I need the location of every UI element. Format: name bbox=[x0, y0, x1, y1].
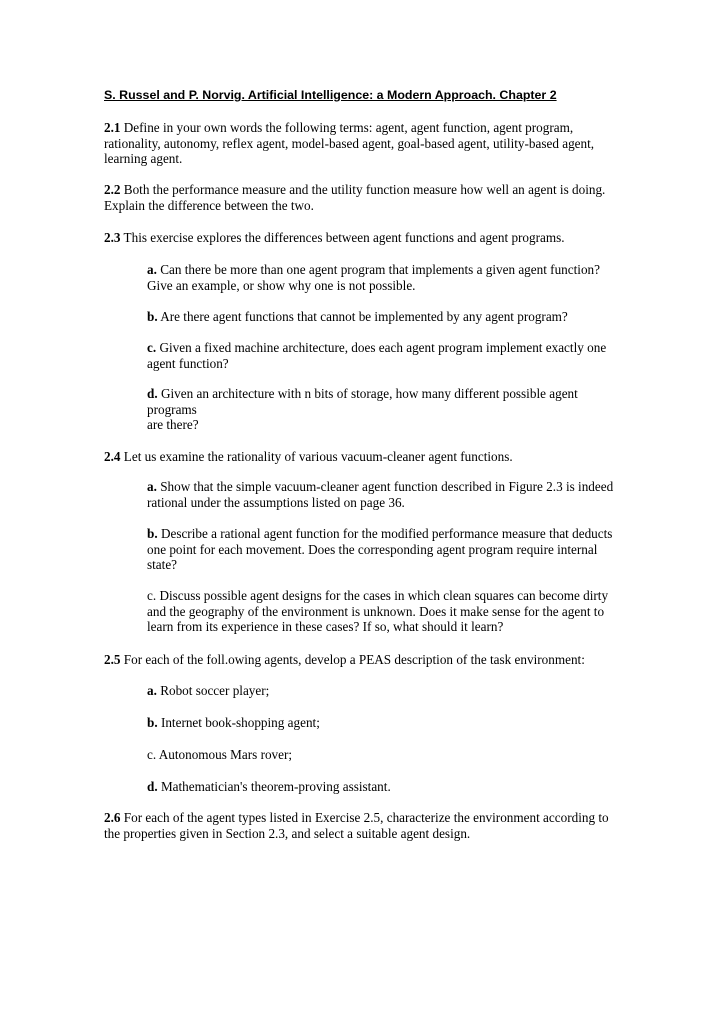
question-number: 2.1 bbox=[104, 120, 121, 135]
question-text: This exercise explores the differences between agent functions and agent programs. bbox=[123, 230, 565, 245]
sub-text-line-1: Given an architecture with n bits of storage, how many different possible agent bbox=[160, 386, 578, 401]
question-text: For each of the foll.owing agents, develop a PEAS description of the task environment: bbox=[123, 652, 585, 667]
question-text: For each of the agent types listed in Exercise 2.5, characterize the environment according to the properties given in Section 2.3, and select a suitable agent design. bbox=[104, 810, 609, 841]
question-text: Let us examine the rationality of various vacuum-cleaner agent functions. bbox=[123, 449, 513, 464]
sub-text: Describe a rational agent function for the modified performance measure that deducts one point for each movement. Does the corresponding agent program require internal state? bbox=[147, 526, 613, 573]
sub-label: c. bbox=[147, 588, 157, 603]
question-2-2 bbox=[104, 182, 614, 213]
question-number: 2.3 bbox=[104, 230, 121, 245]
question-2-4-c bbox=[147, 588, 625, 635]
question-text: Define in your own words the following terms: agent, agent function, agent program, rationality, autonomy, reflex agent, model-based agent, goal-based agent, utility-based agent, learning agent. bbox=[104, 120, 595, 167]
sub-label: d. bbox=[147, 386, 158, 401]
sub-text: Given a fixed machine architecture, does each agent program implement exactly one agent function? bbox=[147, 340, 607, 371]
sub-label: c. bbox=[147, 340, 157, 355]
question-2-4-a bbox=[147, 479, 625, 510]
sub-label: a. bbox=[147, 262, 157, 277]
question-2-5-d bbox=[147, 779, 625, 795]
question-number: 2.2 bbox=[104, 182, 121, 197]
question-number: 2.4 bbox=[104, 449, 121, 464]
question-2-3-a bbox=[147, 262, 625, 293]
sub-label: b. bbox=[147, 309, 158, 324]
question-2-4 bbox=[104, 449, 614, 465]
question-2-5-c bbox=[147, 747, 625, 763]
question-2-5-a bbox=[147, 683, 625, 699]
sub-text: Mathematician's theorem-proving assistant. bbox=[160, 779, 391, 794]
sub-label: b. bbox=[147, 526, 158, 541]
question-2-5 bbox=[104, 652, 614, 668]
sub-text: Discuss possible agent designs for the cases in which clean squares can become dirty and the geography of the environment is unknown. Does it make sense for the agent to learn from its experience in these cases? If so, what should it learn? bbox=[147, 588, 609, 635]
sub-text-line-2: programs bbox=[147, 401, 197, 417]
sub-text: Can there be more than one agent program that implements a given agent function? Give an example, or show why one is not possible. bbox=[147, 262, 600, 293]
question-text: Both the performance measure and the utility function measure how well an agent is doing. Explain the difference between the two. bbox=[104, 182, 606, 213]
sub-label: c. bbox=[147, 747, 157, 762]
question-number: 2.6 bbox=[104, 810, 121, 825]
sub-label: d. bbox=[147, 779, 158, 794]
question-2-3-c bbox=[147, 340, 625, 371]
question-number: 2.5 bbox=[104, 652, 121, 667]
sub-text: Robot soccer player; bbox=[160, 683, 270, 698]
sub-text: Show that the simple vacuum-cleaner agent function described in Figure 2.3 is indeed rational under the assumptions listed on page 36. bbox=[147, 479, 614, 510]
sub-label: b. bbox=[147, 715, 158, 730]
question-2-3 bbox=[104, 230, 614, 246]
question-2-3-d bbox=[147, 386, 625, 433]
sub-label: a. bbox=[147, 479, 157, 494]
sub-text: Are there agent functions that cannot be implemented by any agent program? bbox=[160, 309, 568, 324]
question-2-3-b bbox=[147, 309, 625, 325]
question-2-5-b bbox=[147, 715, 625, 731]
sub-text-line-3: are there? bbox=[147, 417, 199, 433]
question-2-4-b bbox=[147, 526, 625, 573]
question-2-6 bbox=[104, 810, 614, 841]
sub-label: a. bbox=[147, 683, 157, 698]
sub-text: Autonomous Mars rover; bbox=[158, 747, 293, 762]
page-title: S. Russel and P. Norvig. Artificial Intelligence: a Modern Approach. Chapter 2 bbox=[104, 88, 557, 102]
question-2-1 bbox=[104, 120, 614, 167]
sub-text: Internet book-shopping agent; bbox=[160, 715, 320, 730]
